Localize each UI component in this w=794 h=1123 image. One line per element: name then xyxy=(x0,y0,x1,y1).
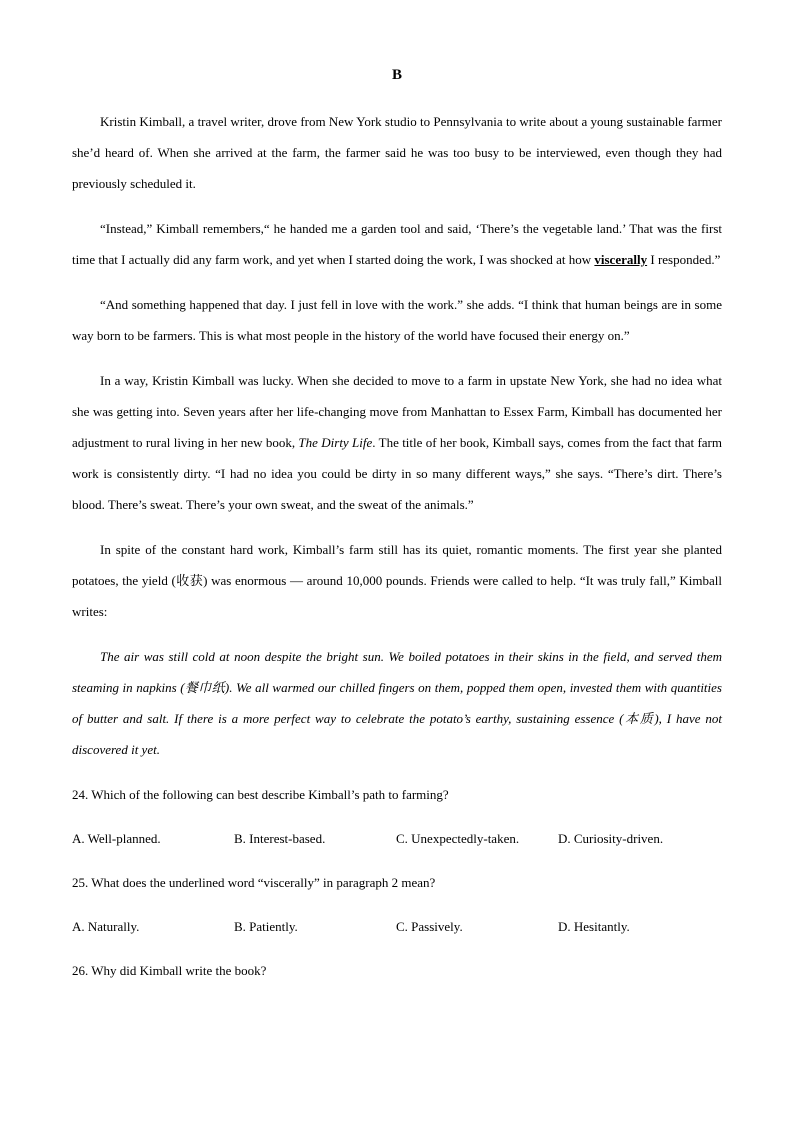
question-24-options xyxy=(72,823,722,854)
question-24-option-b: B. Interest-based. xyxy=(234,831,326,846)
underlined-word: viscerally xyxy=(594,252,648,267)
quoted-passage: The air was still cold at noon despite the bright sun. We boiled potatoes in their skins in the field, and served them steaming in napkins (餐巾纸). We all warmed our chilled fingers on them, popped them open, invested them with quantities of butter and salt. If there is a more perfect way to celebrate the potato’s earthy, sustaining essence (本质), I have not discovered it yet. xyxy=(72,649,722,757)
question-24-option-d: D. Curiosity-driven. xyxy=(558,831,664,846)
paragraph-2 xyxy=(72,213,722,275)
paragraph-4-text-start: In a way, Kristin Kimball was lucky. When she decided to move to a farm in upstate New York, she had no idea what she was getting into. Seven years after her life-changing move from Manhattan to Essex Farm, Kimball has documented her adjustment to rural living in her new book, xyxy=(72,373,722,450)
book-title: The Dirty Life xyxy=(298,435,373,450)
question-26: 26. Why did Kimball write the book? xyxy=(72,963,267,978)
question-25-option-c: C. Passively. xyxy=(396,919,463,934)
document-page xyxy=(72,62,722,999)
question-25-options xyxy=(72,911,722,942)
section-heading: B xyxy=(391,67,402,83)
question-25-option-d: D. Hesitantly. xyxy=(558,919,630,934)
paragraph-1: Kristin Kimball, a travel writer, drove from New York studio to Pennsylvania to write about a young sustainable farmer she’d heard of. When she arrived at the farm, the farmer said he was too busy to be interviewed, even though they had previously scheduled it. xyxy=(72,114,722,191)
paragraph-2-text-start: “Instead,” Kimball remembers,“ he handed me a garden tool and said, ‘There’s the vegetable land.’ That was the first time that I actually did any farm work, and yet when I started doing the work, I was shocked at how xyxy=(72,221,722,267)
question-25-option-a: A. Naturally. xyxy=(72,919,140,934)
paragraph-2-text-end: I responded.” xyxy=(647,252,721,267)
question-24-option-c: C. Unexpectedly-taken. xyxy=(396,831,520,846)
paragraph-4 xyxy=(72,365,722,520)
question-24-option-a: A. Well-planned. xyxy=(72,831,161,846)
question-25: 25. What does the underlined word “viscerally” in paragraph 2 mean? xyxy=(72,875,436,890)
question-24: 24. Which of the following can best describe Kimball’s path to farming? xyxy=(72,787,449,802)
question-25-option-b: B. Patiently. xyxy=(234,919,298,934)
paragraph-3: “And something happened that day. I just fell in love with the work.” she adds. “I think that human beings are in some way born to be farmers. This is what most people in the history of the world have focused their energy on.” xyxy=(72,297,722,343)
paragraph-4-text-end: . The title of her book, Kimball says, comes from the fact that farm work is consistently dirty. “I had no idea you could be dirty in so many different ways,” she says. “There’s dirt. There’s blood. There’s sweat. There’s your own sweat, and the sweat of the animals.” xyxy=(72,435,723,512)
paragraph-5: In spite of the constant hard work, Kimball’s farm still has its quiet, romantic moments. The first year she planted potatoes, the yield (收获) was enormous — around 10,000 pounds. Friends were called to help. “It was truly fall,” Kimball writes: xyxy=(72,542,722,619)
